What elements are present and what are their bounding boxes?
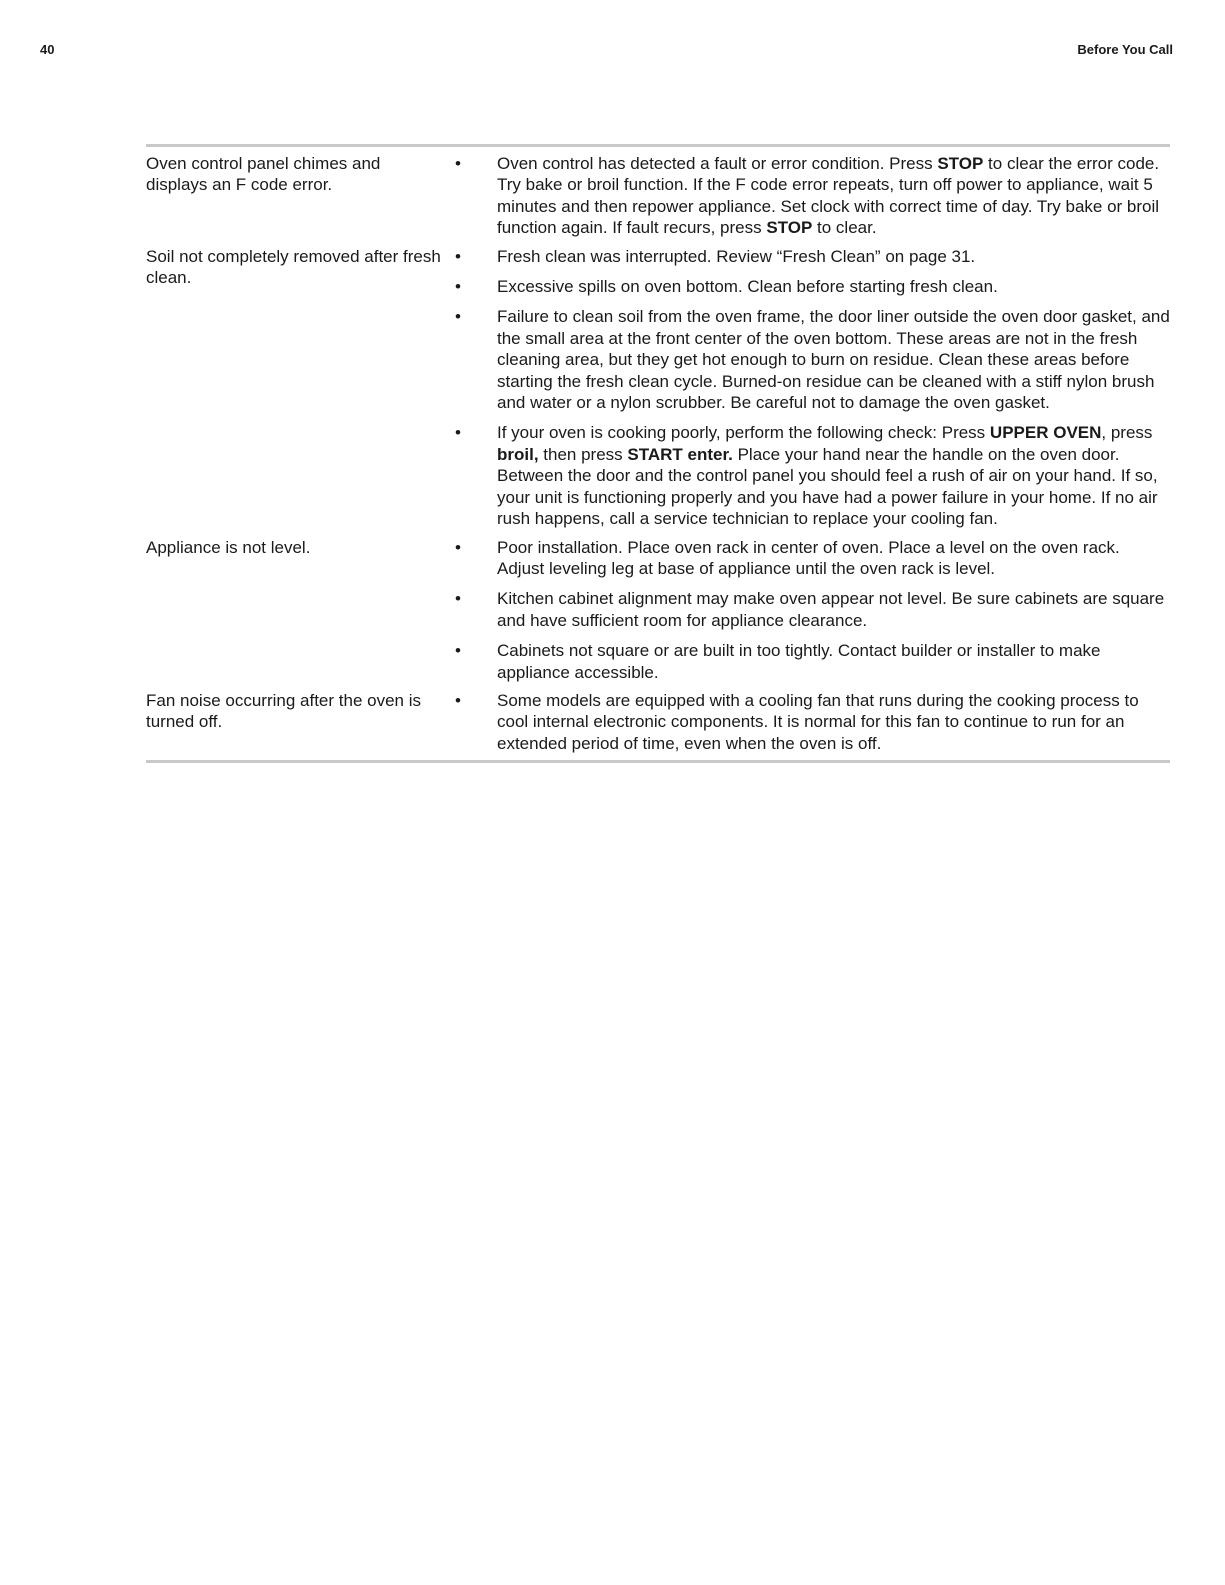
cause-text: Some models are equipped with a cooling fan that runs during the cooking process to cool internal electronic components. It is normal for this fan to continue to run for an extended period of time, even when the oven is off. [497,690,1139,753]
bold-text: STOP [937,154,984,173]
cause-text: Kitchen cabinet alignment may make oven appear not level. Be sure cabinets are square and have sufficient room for appliance clearance. [497,589,1165,630]
problem-text: Oven control panel chimes and displays an F code error. [146,154,381,194]
cause-text: , press [1101,423,1153,443]
problem-text: Soil not completely removed after fresh clean. [146,246,441,287]
problem-text: Fan noise occurring after the oven is turned off. [146,690,421,731]
table-body [146,153,1170,754]
bullet-icon: • [455,277,461,297]
troubleshooting-table [146,144,1170,763]
table-row [146,246,1170,530]
table-row [146,537,1170,683]
page-number: 40 [40,42,55,57]
cause-text: Cabinets not square or are built in too tightly. Contact builder or installer to make appliance accessible. [497,641,1101,682]
cause-text: Poor installation. Place oven rack in center of oven. Place a level on the oven rack. Adjust leveling leg at base of appliance until the oven rack is level. [497,537,1120,578]
cause-item [455,640,1170,683]
cause-text: to clear. [812,218,877,238]
table-row [146,690,1170,754]
bullet-icon: • [455,589,461,609]
cause-item [455,153,1170,239]
cause-item [455,690,1170,754]
bullet-icon: • [455,246,461,266]
cause-list [446,537,1170,683]
bold-text: STOP [766,218,813,238]
section-title: Before You Call [1077,42,1173,57]
cause-item [455,246,1170,267]
cause-item [455,422,1170,529]
bullet-icon: • [455,641,461,661]
top-rule [146,144,1170,147]
table-row [146,153,1170,239]
cause-text: then press [538,444,628,464]
cause-list [446,246,1170,530]
problem-text: Appliance is not level. [146,537,311,557]
bullet-icon: • [455,690,461,710]
cause-item [455,537,1170,580]
bold-text: START enter. [627,444,733,464]
bullet-icon: • [455,423,461,443]
cause-item [455,588,1170,631]
bold-text: broil, [497,444,539,464]
cause-list [446,153,1170,239]
cause-item [455,306,1170,413]
cause-text: Oven control has detected a fault or error condition. Press [497,154,938,173]
cause-list [446,690,1170,754]
bottom-rule [146,760,1170,763]
cause-item [455,276,1170,297]
cause-text: Failure to clean soil from the oven frame, the door liner outside the oven door gasket, and the small area at the front center of the oven bottom. These areas are not in the fresh cleaning area, but they get hot enough to burn on residue. Clean these areas before starting the fresh clean cycle. Burned-on residue can be cleaned with a stiff nylon brush and water or a nylon scrubber. Be careful not to damage the oven gasket. [497,307,1170,413]
cause-text: Place your hand near the handle on the oven door. Between the door and the control panel you should feel a rush of air on your hand. If so, your unit is functioning properly and you have had a power failure in your home. If no air rush happens, call a service technician to replace your cooling fan. [497,444,1158,529]
cause-text: to clear the error code. Try bake or broil function. If the F code error repeats, turn off power to appliance, wait 5 minutes and then repower appliance. Set clock with correct time of day. Try bake or broil function again. If fault recurs, press [497,154,1160,238]
bold-text: UPPER OVEN [989,423,1102,443]
bullet-icon: • [455,307,461,327]
bullet-icon: • [455,154,461,173]
bullet-icon: • [455,537,461,557]
cause-text: If your oven is cooking poorly, perform the following check: Press [497,423,990,443]
cause-text: Excessive spills on oven bottom. Clean before starting fresh clean. [497,277,998,297]
cause-text: Fresh clean was interrupted. Review “Fresh Clean” on page 31. [497,246,976,266]
